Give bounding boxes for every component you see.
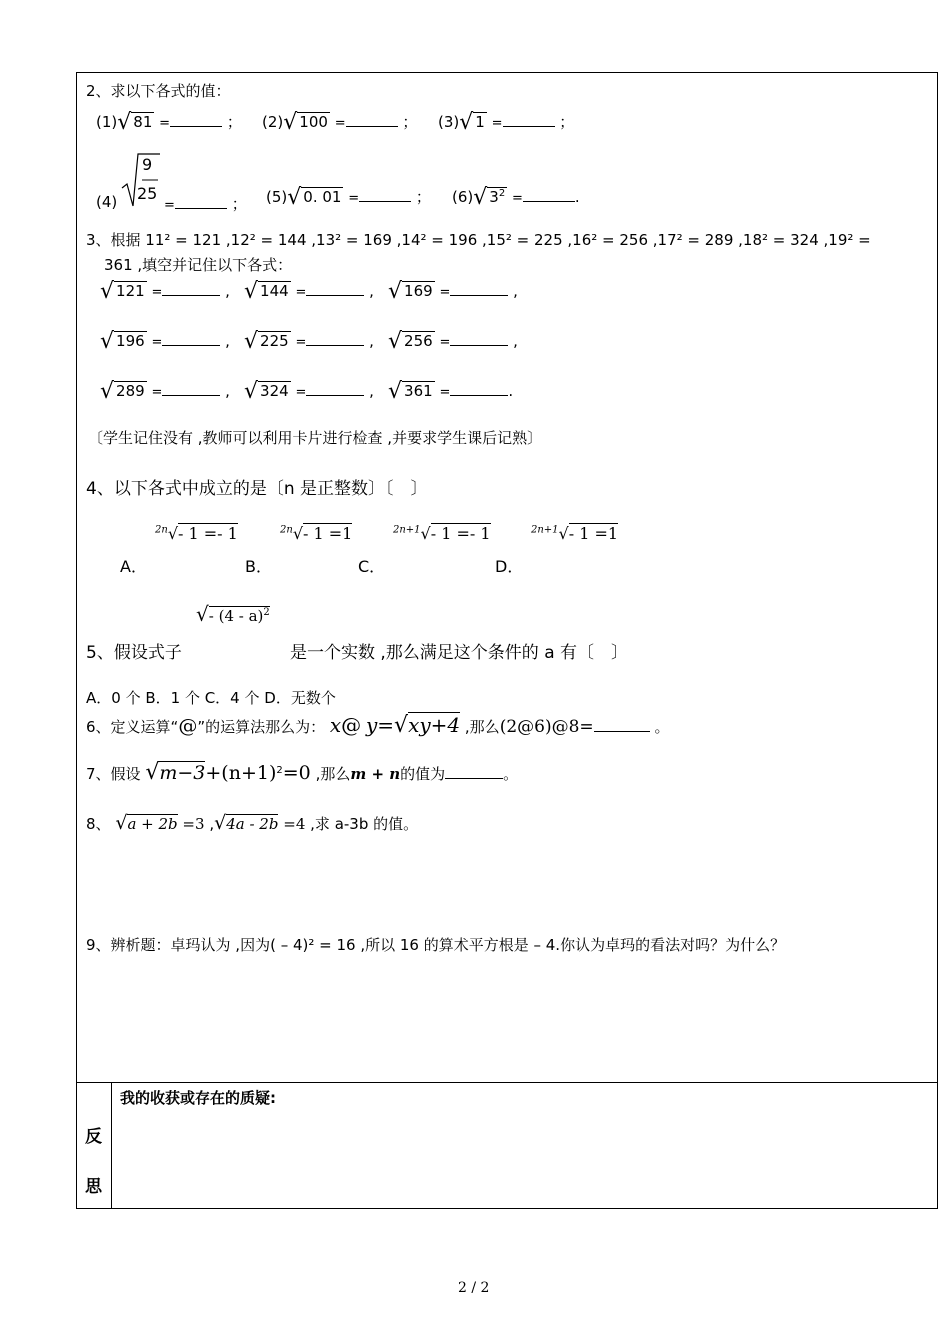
q3-note: 〔学生记住没有 ,教师可以利用卡片进行检查 ,并要求学生课后记熟〕 <box>88 429 543 447</box>
q9-text: 9、辨析题：卓玛认为 ,因为( – 4)² = 16 ,所以 16 的算术平方根是 – 4.你认为卓玛的看法对吗？为什么？ <box>86 936 786 954</box>
q2-title: 2、求以下各式的值： <box>86 82 231 100</box>
q2-blank-3[interactable] <box>503 112 555 127</box>
q3-blank-8[interactable] <box>306 381 364 396</box>
q3-blank-4[interactable] <box>162 331 220 346</box>
q3-blank-5[interactable] <box>306 331 364 346</box>
q2-blank-5[interactable] <box>359 187 411 202</box>
q2-blank-6[interactable] <box>523 187 575 202</box>
reflect-side-2: 思 <box>85 1177 102 1197</box>
q3-item-4: √ 196 = , <box>100 329 230 354</box>
q3-item-8: √ 324 = , <box>244 379 374 404</box>
q2-item-3: (3)√ 1 = ； <box>438 110 575 135</box>
q3-item-9: √ 361 = . <box>388 379 514 404</box>
q3-blank-6[interactable] <box>450 331 508 346</box>
reflect-side-divider <box>111 1082 112 1208</box>
q2-item-5: (5)√ 0. 01 = ； <box>266 185 431 210</box>
q3-item-2: √ 144 = , <box>244 279 374 304</box>
q4-option-a[interactable]: A． <box>120 557 147 576</box>
q4-formula-a: $^{2n}$√- 1 =- 1 <box>155 524 238 543</box>
q4-formula-d: $^{2n+1}$√- 1 =1 <box>531 524 619 543</box>
q2-item-1: (1)√ 81 = ； <box>96 110 242 135</box>
q3-blank-2[interactable] <box>306 281 364 296</box>
reflect-side-1: 反 <box>85 1127 102 1147</box>
q4-option-b[interactable]: B． <box>245 557 272 576</box>
q3-blank-3[interactable] <box>450 281 508 296</box>
q4-formula-c: $^{2n+1}$√- 1 =- 1 <box>393 524 491 543</box>
q3-blank-1[interactable] <box>162 281 220 296</box>
q2-item-4-answer: = ； <box>164 195 247 213</box>
q3-item-7: √ 289 = , <box>100 379 230 404</box>
q5-choices: A．0 个 B．1 个 C．4 个 D．无数个 <box>86 689 336 707</box>
q7-blank[interactable] <box>445 764 503 779</box>
q2-item-2: (2)√ 100 = ； <box>262 110 418 135</box>
q6-line: 6、定义运算“@”的运算法那么为： x@ y=√xy+4 ,那么(2@6)@8= 。 <box>86 713 670 738</box>
q2-item-4-num: 9 <box>142 155 153 174</box>
q5-expression: √- (4 - a)$^2$ <box>196 602 270 626</box>
q6-blank[interactable] <box>594 717 650 732</box>
q3-item-1: √ 121 = , <box>100 279 230 304</box>
q4-option-c[interactable]: C． <box>358 557 386 576</box>
q2-blank-1[interactable] <box>170 112 222 127</box>
q3-line1: 3、根据 11² = 121 ,12² = 144 ,13² = 169 ,14² = 196 ,15² = 225 ,16² = 256 ,17² = 289 ,18² = 324 ,19² = <box>86 231 871 249</box>
q3-item-6: √ 256 = , <box>388 329 518 354</box>
q2-item-4-radical <box>120 150 160 210</box>
q4-option-d[interactable]: D． <box>495 557 524 576</box>
reflect-heading: 我的收获或存在的质疑: <box>120 1089 276 1107</box>
q2-blank-2[interactable] <box>346 112 398 127</box>
reflect-divider <box>76 1082 938 1083</box>
q4-title: 4、以下各式中成立的是〔n 是正整数〕〔 〕 <box>86 479 428 499</box>
q2-blank-4[interactable] <box>175 194 227 209</box>
q2-item-4-den: 25 <box>137 184 158 203</box>
q2-item-6: (6)√ $3^2$ = . <box>452 185 580 210</box>
q7-line: 7、假设 $√m-3+(n+1)^2=0$ ,那么m + n的值为 。 <box>86 760 519 785</box>
q5-pre: 5、假设式子 <box>86 643 182 663</box>
q3-line2: 361 ,填空并记住以下各式： <box>104 256 293 274</box>
q3-item-5: √ 225 = , <box>244 329 374 354</box>
page-number: 2 / 2 <box>458 1280 490 1296</box>
q4-formula-b: $^{2n}$√- 1 =1 <box>280 524 353 543</box>
q2-item-4-label: (4) <box>96 193 118 211</box>
q3-blank-7[interactable] <box>162 381 220 396</box>
q5-post: 是一个实数 ,那么满足这个条件的 a 有〔 〕 <box>290 643 629 663</box>
q3-blank-9[interactable] <box>450 381 508 396</box>
q3-item-3: √ 169 = , <box>388 279 518 304</box>
q8-line: 8、 √a + 2b =3 ,√4a - 2b =4 ,求 a-3b 的值。 <box>86 812 419 834</box>
